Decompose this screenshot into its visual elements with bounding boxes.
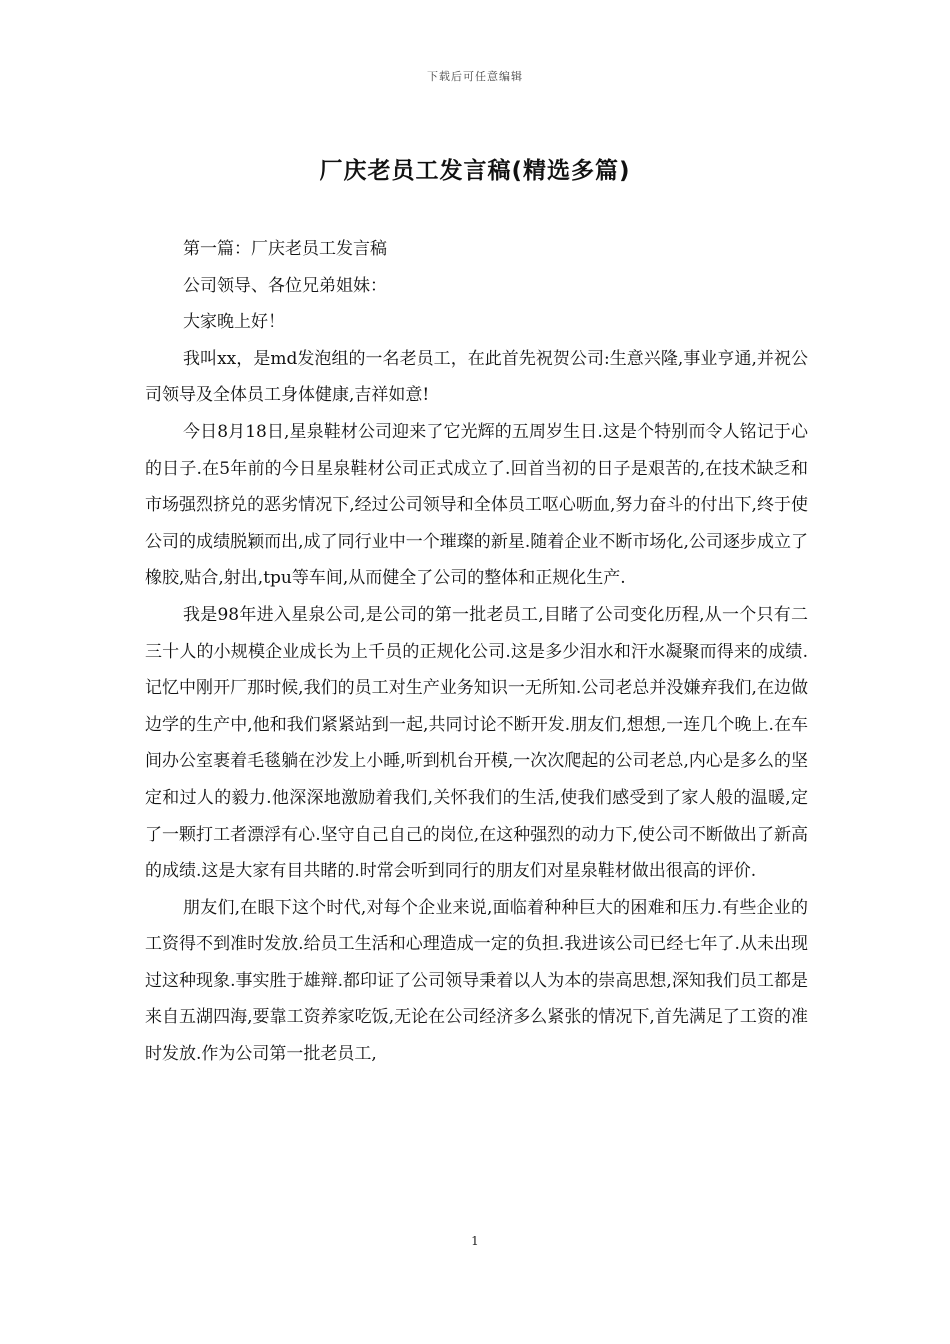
document-title: 厂庆老员工发言稿(精选多篇) (319, 158, 631, 184)
document-body (145, 231, 808, 1073)
paragraph-anniversary: 今日8月18日,星泉鞋材公司迎来了它光辉的五周岁生日.这是个特别而令人铭记于心的日子.在5年前的今日星泉鞋材公司正式成立了.回首当初的日子是艰苦的,在技术缺乏和市场强烈挤兑的恶劣情况下,经过公司领导和全体员工呕心呖血,努力奋斗的付出下,终于使公司的成绩脱颖而出,成了同行业中一个璀璨的新星.随着企业不断市场化,公司逐步成立了橡胶,贴合,射出,tpu等车间,从而健全了公司的整体和正规化生产. (145, 421, 808, 589)
paragraph-section-heading: 第一篇：厂庆老员工发言稿 (183, 239, 387, 259)
page-number: 1 (471, 1234, 479, 1248)
paragraph-introduction: 我叫xx，是md发泡组的一名老员工，在此首先祝贺公司:生意兴隆,事业亨通,并祝公司领导及全体员工身体健康,吉祥如意! (145, 348, 808, 406)
header-note: 下载后可任意编辑 (427, 70, 523, 83)
paragraph-wages: 朋友们,在眼下这个时代,对每个企业来说,面临着种种巨大的困难和压力.有些企业的工资得不到准时发放.给员工生活和心理造成一定的负担.我进该公司已经七年了.从未出现过这种现象.事实胜于雄辩.都印证了公司领导秉着以人为本的崇高思想,深知我们员工都是来自五湖四海,要靠工资养家吃饭,无论在公司经济多么紧张的情况下,首先满足了工资的准时发放.作为公司第一批老员工, (145, 897, 808, 1065)
paragraph-greeting: 大家晚上好！ (183, 312, 285, 333)
paragraph-history: 我是98年进入星泉公司,是公司的第一批老员工,目睹了公司变化历程,从一个只有二三十人的小规模企业成长为上千员的正规化公司.这是多少泪水和汗水凝聚而得来的成绩.记忆中刚开厂那时候,我们的员工对生产业务知识一无所知.公司老总并没嫌弃我们,在边做边学的生产中,他和我们紧紧站到一起,共同讨论不断开发.朋友们,想想,一连几个晚上.在车间办公室裹着毛毯躺在沙发上小睡,听到机台开模,一次次爬起的公司老总,内心是多么的坚定和过人的毅力.他深深地激励着我们,关怀我们的生活,使我们感受到了家人般的温暖,定了一颗打工者漂浮有心.坚守自己自己的岗位,在这种强烈的动力下,使公司不断做出了新高的成绩.这是大家有目共睹的.时常会听到同行的朋友们对星泉鞋材做出很高的评价. (145, 604, 808, 882)
paragraph-salutation: 公司领导、各位兄弟姐妹： (183, 275, 387, 296)
